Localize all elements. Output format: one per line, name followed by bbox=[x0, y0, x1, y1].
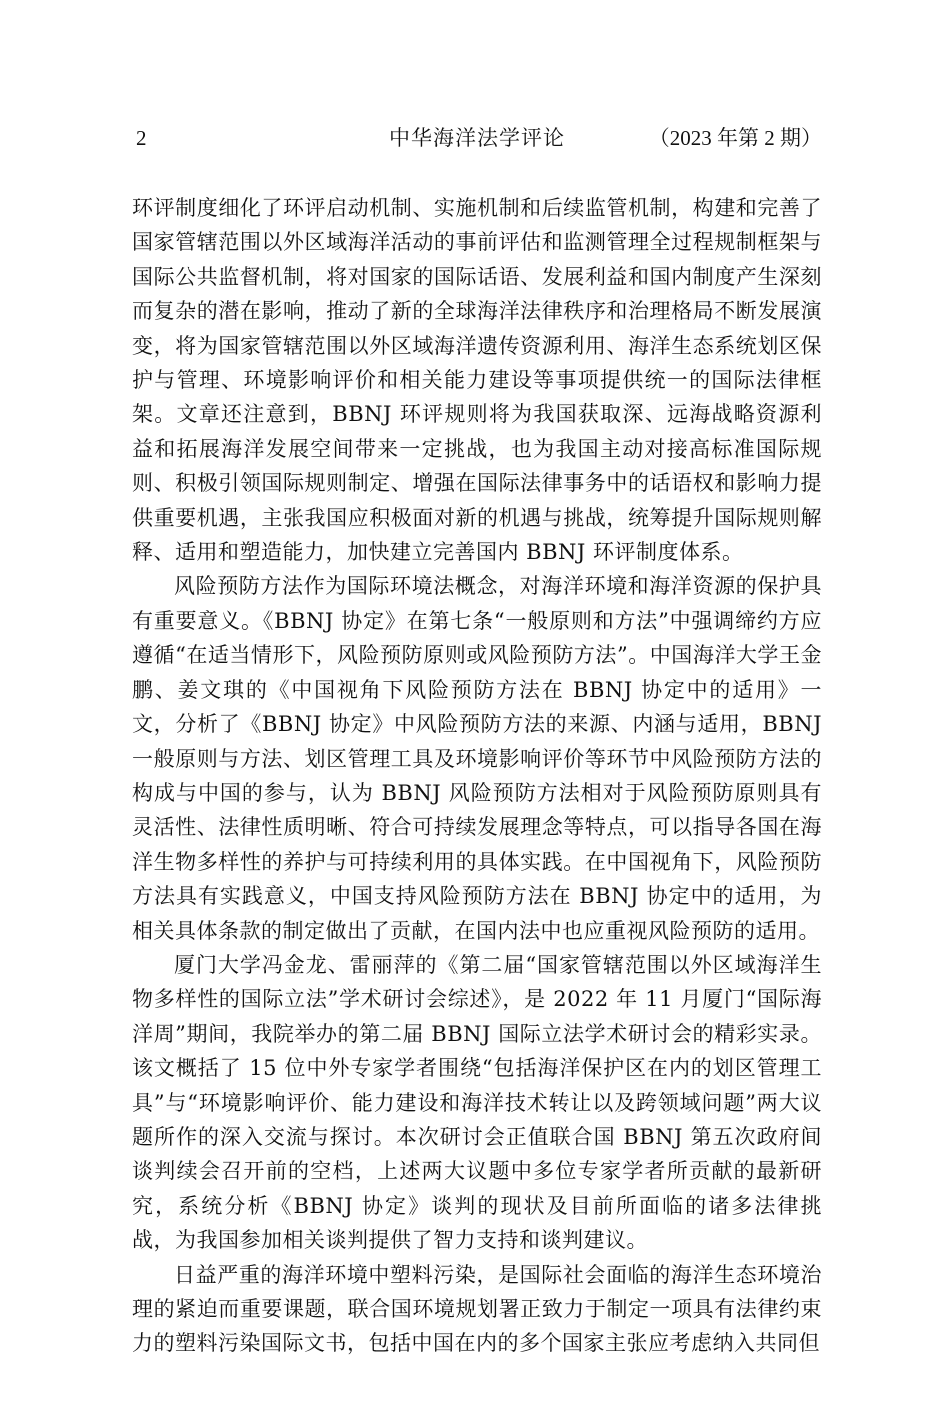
article-body bbox=[132, 191, 822, 1361]
page-number: 2 bbox=[136, 126, 147, 150]
paragraph-continued: 环评制度细化了环评启动机制、实施机制和后续监管机制，构建和完善了国家管辖范围以外区域海洋活动的事前评估和监测管理全过程规制框架与国际公共监督机制，将对国家的国际话语、发展利益和国内制度产生深刻而复杂的潜在影响，推动了新的全球海洋法律秩序和治理格局不断发展演变，将为国家管辖范围以外区域海洋遗传资源利用、海洋生态系统划区保护与管理、环境影响评价和相关能力建设等事项提供统一的国际法律框架。文章还注意到，BBNJ 环评规则将为我国获取深、远海战略资源利益和拓展海洋发展空间带来一定挑战，也为我国主动对接高标准国际规则、积极引领国际规则制定、增强在国际法律事务中的话语权和影响力提供重要机遇，主张我国应积极面对新的机遇与挑战，统筹提升国际规则解释、适用和塑造能力，加快建立完善国内 BBNJ 环评制度体系。 bbox=[132, 196, 822, 565]
issue-label: （2023 年第 2 期） bbox=[648, 126, 822, 150]
running-header bbox=[132, 122, 822, 154]
paragraph-plastic-pollution: 日益严重的海洋环境中塑料污染，是国际社会面临的海洋生态环境治理的紧迫而重要课题，联合国环境规划署正致力于制定一项具有法律约束力的塑料污染国际文书，包括中国在内的多个国家主张应考虑纳入共同但 bbox=[132, 1262, 822, 1356]
paragraph-symposium-summary: 厦门大学冯金龙、雷丽萍的《第二届“国家管辖范围以外区域海洋生物多样性的国际立法”学术研讨会综述》，是 2022 年 11 月厦门“国际海洋周”期间，我院举办的第二届 BBNJ 国际立法学术研讨会的精彩实录。该文概括了 15 位中外专家学者围绕“包括海洋保护区在内的划区管理工具”与“环境影响评价、能力建设和海洋技术转让以及跨领域问题”两大议题所作的深入交流与探讨。本次研讨会正值联合国 BBNJ 第五次政府间谈判续会召开前的空档，上述两大议题中多位专家学者所贡献的最新研究，系统分析《BBNJ 协定》谈判的现状及目前所面临的诸多法律挑战，为我国参加相关谈判提供了智力支持和谈判建议。 bbox=[132, 952, 822, 1253]
journal-title: 中华海洋法学评论 bbox=[389, 126, 565, 150]
paragraph-precautionary-approach: 风险预防方法作为国际环境法概念，对海洋环境和海洋资源的保护具有重要意义。《BBNJ 协定》在第七条“一般原则和方法”中强调缔约方应遵循“在适当情形下，风险预防原则或风险预防方法”。中国海洋大学王金鹏、姜文琪的《中国视角下风险预防方法在 BBNJ 协定中的适用》一文，分析了《BBNJ 协定》中风险预防方法的来源、内涵与适用，BBNJ 一般原则与方法、划区管理工具及环境影响评价等环节中风险预防方法的构成与中国的参与，认为 BBNJ 风险预防方法相对于风险预防原则具有灵活性、法律性质明晰、符合可持续发展理念等特点，可以指导各国在海洋生物多样性的养护与可持续利用的具体实践。在中国视角下，风险预防方法具有实践意义，中国支持风险预防方法在 BBNJ 协定中的适用，为相关具体条款的制定做出了贡献，在国内法中也应重视风险预防的适用。 bbox=[132, 574, 822, 943]
